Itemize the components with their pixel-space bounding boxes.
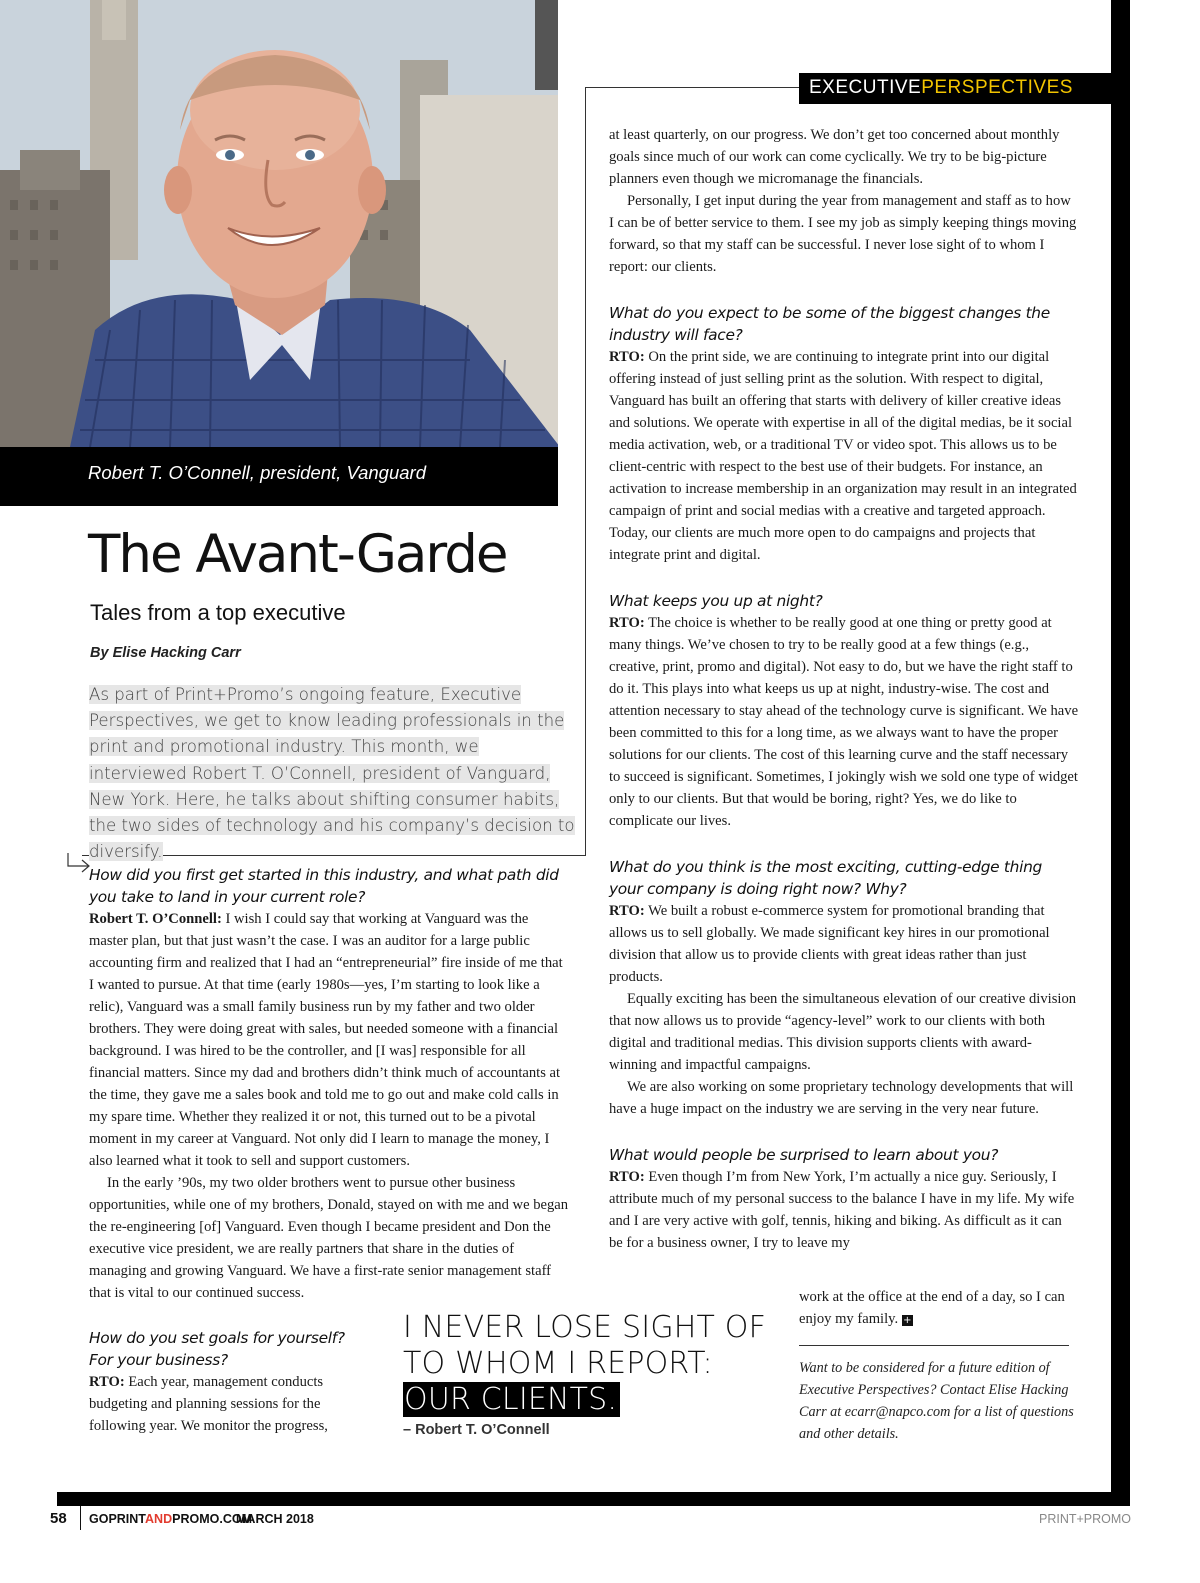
answer-text: work at the office at the end of a day, so I can enjoy my family.	[799, 1289, 1065, 1327]
question-2: How do you set goals for yourself? For your business?	[89, 1329, 345, 1369]
end-mark-icon: +	[903, 1315, 912, 1326]
answer-5-p3: We are also working on some proprietary technology developments that will have a huge impact on the industry we are serving in the very near future.	[609, 1079, 1074, 1117]
subheadline: Tales from a top executive	[90, 600, 346, 625]
intro-text: As part of Print+Promo’s ongoing feature, Executive Perspectives, we get to know leading professionals in the print and promotional industry. This month, we interviewed Robert T. O’Connell, president of Vanguard, New York. Here, he talks about shifting consumer habits, the two sides of technology and his company’s decision to diversify.	[89, 685, 575, 862]
pull-quote-line-1: I NEVER LOSE SIGHT OF	[403, 1310, 767, 1345]
portrait-illustration	[0, 0, 558, 447]
frame-line-left	[585, 87, 586, 855]
speaker-name: Robert T. O’Connell:	[89, 911, 222, 927]
answer-6-p2	[799, 1286, 1074, 1330]
article-column-left-bottom	[89, 1327, 364, 1437]
answer-text: Each year, management conducts budgeting and planning sessions for the following year. We monitor the progress,	[89, 1374, 328, 1434]
question-5: What do you think is the most exciting, cutting-edge thing your company is doing right now? Why?	[609, 858, 1043, 898]
speaker-name: RTO:	[609, 349, 645, 365]
answer-2-p1	[89, 1371, 364, 1437]
byline: By Elise Hacking Carr	[90, 645, 241, 661]
answer-text: The choice is whether to be really good at one thing or pretty good at many things. We’ve chosen to try to be really good at a few things (e.g., creative, print, promo and digital). Not easy to do, but we have the right staff to do it. This plays into what keeps us up at night, industry-wise. The cost and attention necessary to stay ahead of the technology curve is significant. We have been committed to this for a long time, as we always want to have the proper solutions for our clients. The cost of this learning curve and the staff necessary to succeed is significant. Sometimes, I jokingly wish we sold one type of widget only to our clients. But that would be boring, right? Yes, we do like to complicate our lives.	[609, 615, 1079, 829]
answer-text: Even though I’m from New York, I’m actually a nice guy. Seriously, I attribute much of my personal success to the balance I have in my life. My wife and I are very active with golf, tennis, hiking and biking. As difficult as it can be for a business owner, I try to leave my	[609, 1169, 1075, 1251]
answer-3-p1	[609, 346, 1079, 566]
question-6: What would people be surprised to learn about you?	[609, 1146, 999, 1164]
photo-caption: Robert T. O’Connell, president, Vanguard	[88, 462, 426, 483]
article-column-right-end	[799, 1286, 1074, 1330]
question-4: What keeps you up at night?	[609, 592, 823, 610]
article-column-left	[89, 864, 569, 1304]
section-tag-part2: PERSPECTIVES	[921, 77, 1073, 98]
page-edge-bar	[1111, 0, 1130, 1506]
section-tag-part1: EXECUTIVE	[809, 77, 922, 98]
frame-line-top	[585, 87, 799, 88]
speaker-name: RTO:	[609, 903, 645, 919]
pull-quote	[403, 1310, 766, 1418]
answer-1-p1	[89, 908, 569, 1172]
answer-1-p2: In the early ’90s, my two older brothers went to pursue other business opportunities, while one of my brothers, Donald, stayed on with me and we began the re-engineering [of] Vanguard. Even though I became president and Don the executive vice president, we are really partners that share in the duties of managing and growing Vanguard. We have a first-rate senior management staff that is vital to our continued success.	[89, 1175, 569, 1301]
pull-quote-line-3: OUR CLIENTS.	[403, 1382, 620, 1417]
speaker-name: RTO:	[609, 615, 645, 631]
section-tag	[799, 73, 1111, 104]
speaker-name: RTO:	[89, 1374, 125, 1390]
page-number: 58	[50, 1510, 67, 1527]
pull-quote-attribution: – Robert T. O’Connell	[403, 1422, 550, 1438]
portrait-photo	[0, 0, 558, 447]
continued-p2: Personally, I get input during the year from management and staff as to how I can be of better service to them. I see my job as simply keeping things moving forward, so that my staff can be successful. I never lose sight of to whom I report: our clients.	[609, 193, 1077, 275]
continued-p1: at least quarterly, on our progress. We don’t get too concerned about monthly goals since much of our work can come cyclically. We try to be big-picture planners even though we micromanage the financials.	[609, 127, 1060, 187]
article-column-right	[609, 124, 1079, 1254]
site-part-3: PROMO.COM	[172, 1512, 252, 1526]
answer-text: I wish I could say that working at Vanguard was the master plan, but that just wasn’t the case. I was an auditor for a large public accounting firm and realized that I had an “entrepreneurial” fire inside of me that I wanted to pursue. At that time (early 1980s—yes, I’m starting to look like a relic), Vanguard was a small family business run by my father and two older brothers. They were doing great with sales, but needed someone with a financial background. I was hired to be the controller, and [I was] responsible for all financial matters. Since my dad and brothers didn’t think much of accountants at the time, they gave me a sales book and told me to go out and make cold calls in my spare time. Whether they realized it or not, this turned out to be a pivotal moment in my career at Vanguard. Not only did I learn to manage the money, I also learned what it took to sell and support customers.	[89, 911, 563, 1169]
pull-quote-line-2: TO WHOM I REPORT:	[403, 1346, 713, 1381]
answer-5-p1	[609, 900, 1079, 988]
answer-text: On the print side, we are continuing to integrate print into our digital offering instead of just selling print as the solution. With respect to digital, Vanguard has built an offering that starts with delivery of killer creative ideas and solutions. We operate with expertise in all of the digital medias, be it social media activation, web, or a traditional TV or video spot. This allows us to be client-centric with respect to the best use of their budgets. For instance, an activation to increase membership in an organization may result in an integrated campaign of print and social medias with a creative and targeted approach. Today, our clients are much more open to do campaigns and projects that integrate print and digital.	[609, 349, 1077, 563]
footer-separator	[80, 1506, 81, 1530]
site-part-1: GOPRINT	[89, 1512, 146, 1526]
question-3: What do you expect to be some of the biggest changes the industry will face?	[609, 304, 1050, 344]
magazine-name: PRINT+PROMO	[1039, 1512, 1132, 1526]
end-note-rule	[799, 1345, 1069, 1346]
intro-paragraph	[89, 682, 579, 865]
answer-5-p2: Equally exciting has been the simultaneous elevation of our creative division that now allows us to provide “agency-level” work to our clients with both digital and traditional medias. This division supports clients with award-winning and impactful campaigns.	[609, 991, 1077, 1073]
page-bottom-bar	[57, 1492, 1130, 1506]
site-part-2: AND	[145, 1512, 173, 1526]
speaker-name: RTO:	[609, 1169, 645, 1185]
issue-date: MARCH 2018	[236, 1512, 314, 1526]
end-note: Want to be considered for a future edition of Executive Perspectives? Contact Elise Hacking Carr at ecarr@napco.com for a list of questions and other details.	[799, 1360, 1074, 1442]
question-1: How did you first get started in this industry, and what path did you take to land in your current role?	[89, 866, 559, 906]
footer-website[interactable]	[89, 1512, 252, 1532]
page-title: The Avant-Garde	[88, 524, 507, 585]
answer-4-p1	[609, 612, 1079, 832]
answer-text: We built a robust e-commerce system for promotional branding that allows us to sell globally. We made significant key hires in our promotional division that allow us to provide clients with great ideas rather than just products.	[609, 903, 1050, 985]
answer-6-p1	[609, 1166, 1079, 1254]
